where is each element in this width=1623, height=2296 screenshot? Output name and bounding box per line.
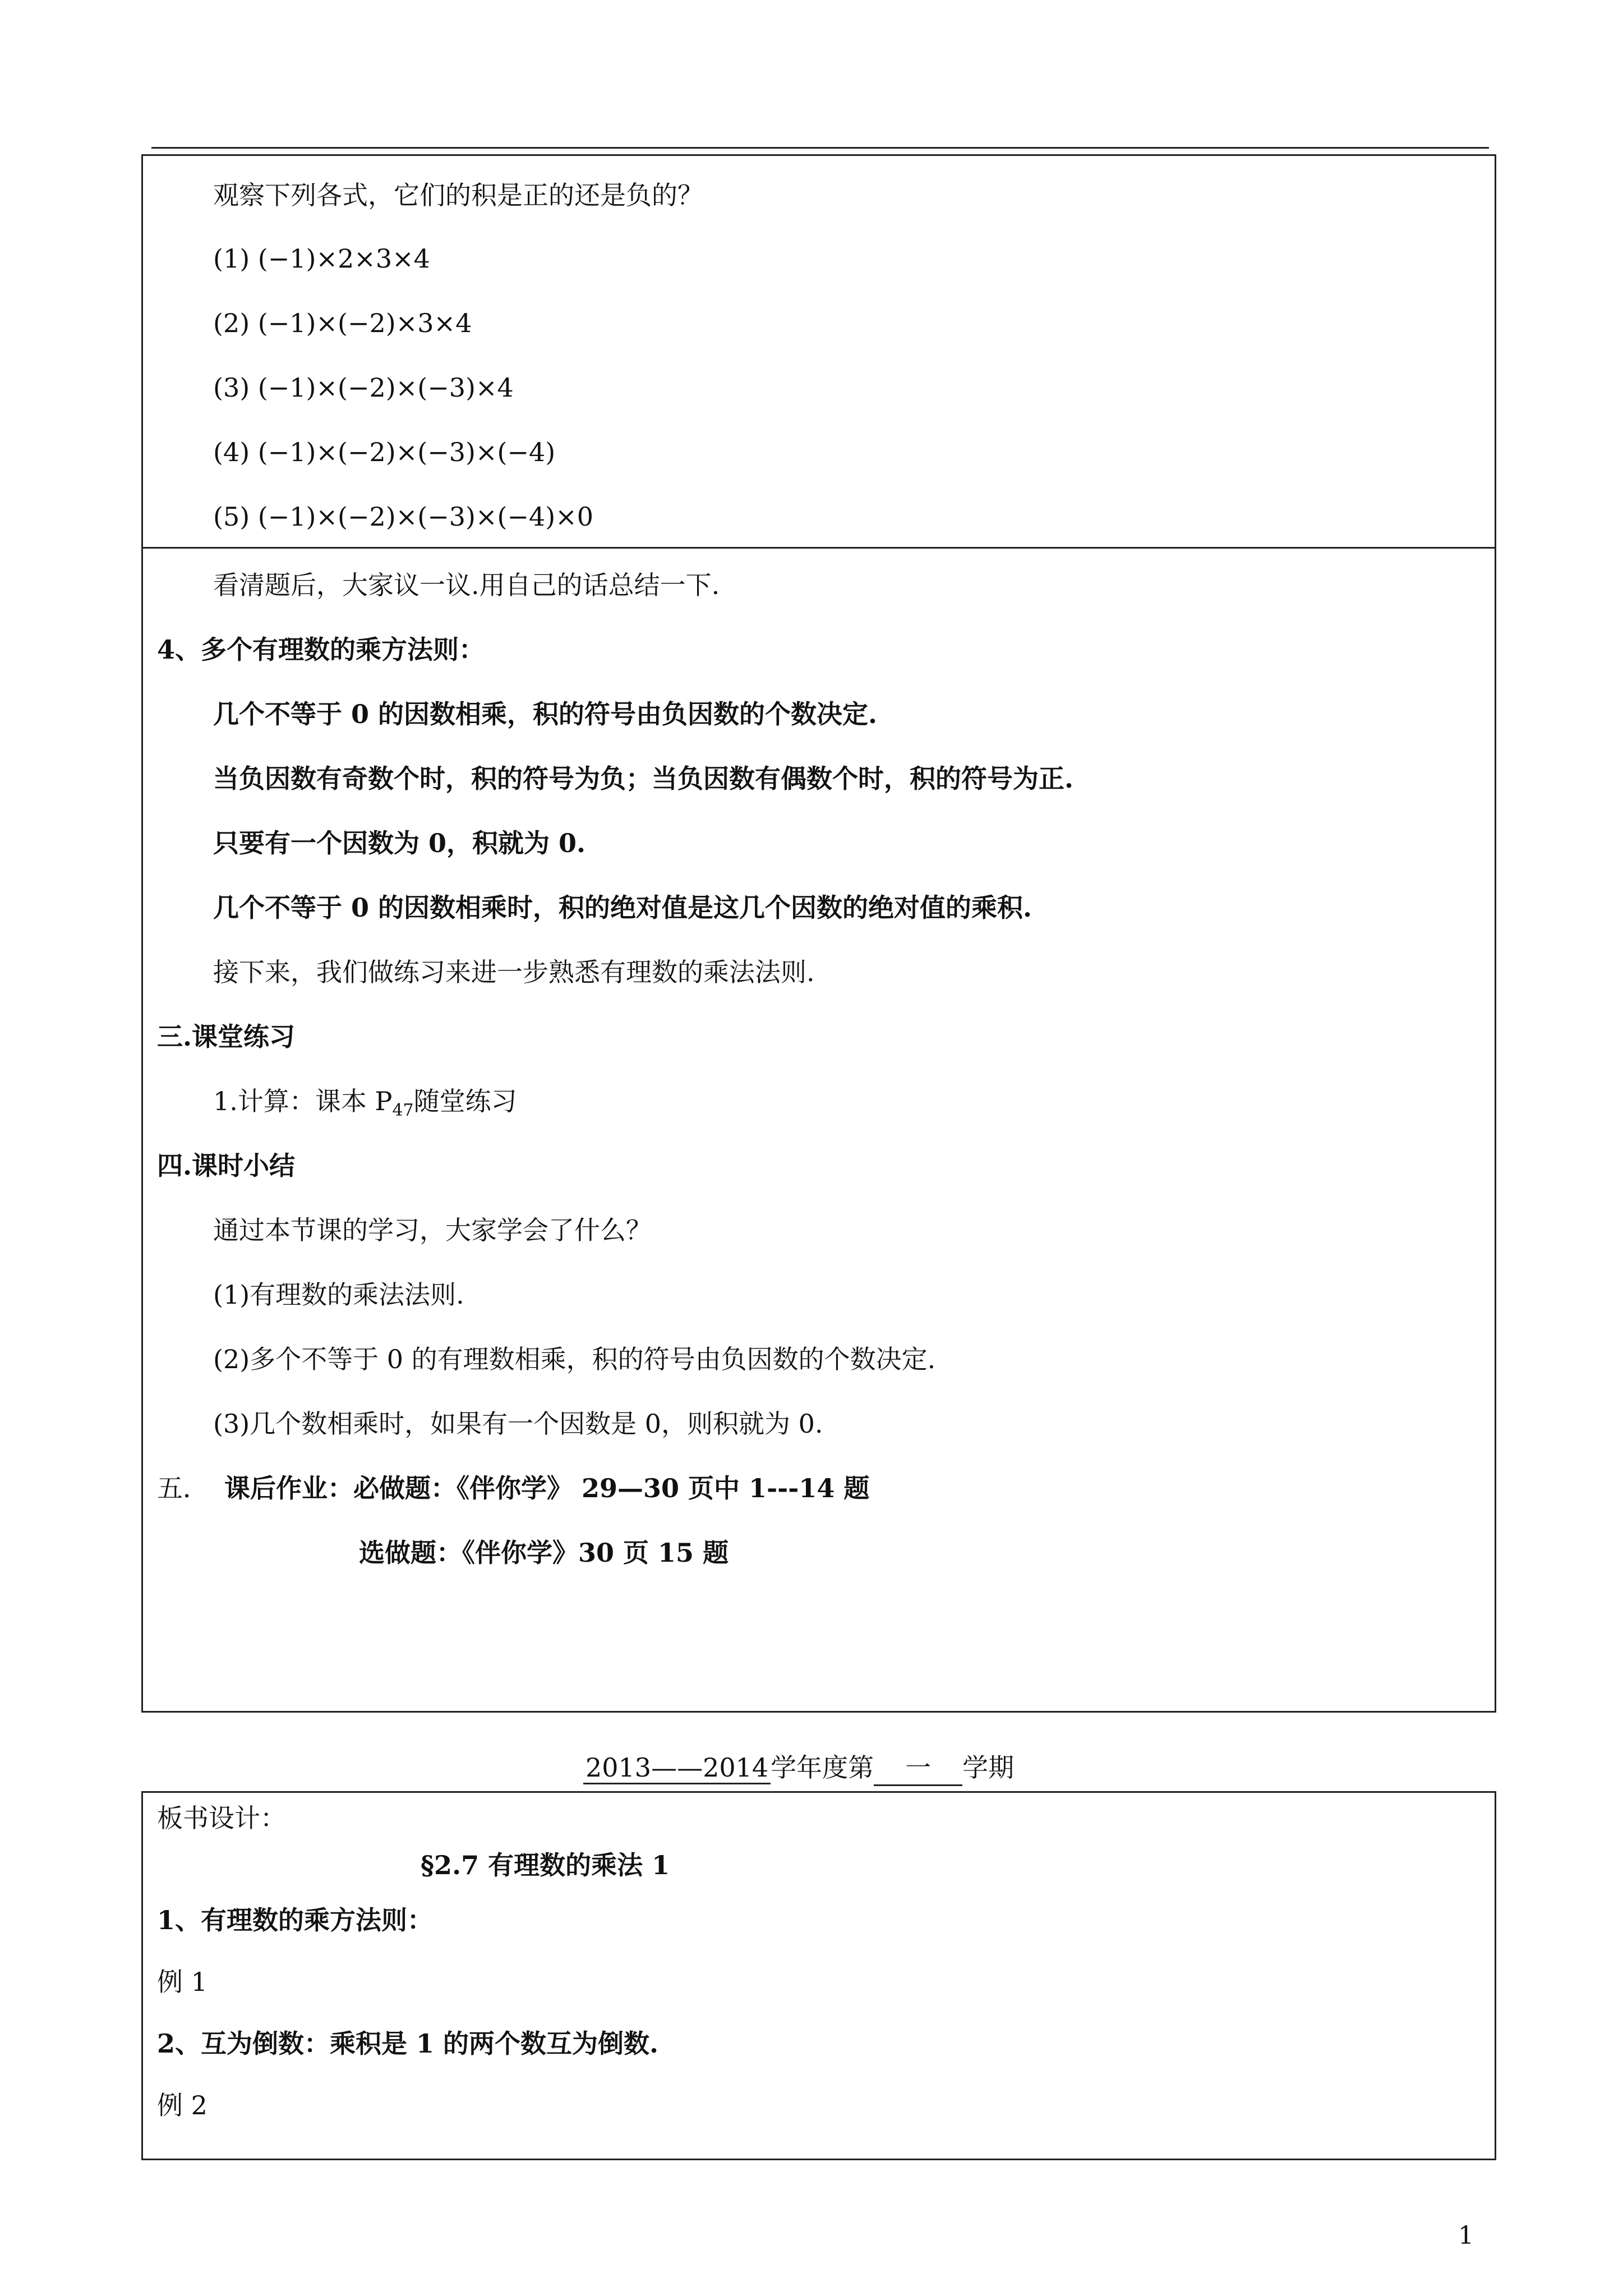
practice-heading: 三.课堂练习 [157, 1022, 296, 1052]
homework-required: 课后作业：必做题：《伴你学》 29—30 页中 1---14 题 [224, 1473, 870, 1503]
homework-optional: 选做题：《伴你学》30 页 15 题 [359, 1538, 729, 1568]
semester-term: 一 [874, 1747, 962, 1786]
practice-item [213, 1088, 517, 1119]
page-number: 1 [1458, 2221, 1474, 2250]
summary-heading: 四.课时小结 [157, 1151, 296, 1181]
practice-item-prefix: 1.计算：课本 P [213, 1086, 393, 1116]
board-item-2: 2、互为倒数：乘积是 1 的两个数互为倒数. [157, 2028, 659, 2059]
observe-intro: 观察下列各式，它们的积是正的还是负的？ [213, 180, 703, 210]
practice-item-suffix: 随堂练习 [413, 1086, 517, 1116]
homework-number: 五． [157, 1473, 209, 1503]
discuss-text: 看清题后，大家议一议.用自己的话总结一下. [213, 570, 720, 600]
rule-heading: 4、多个有理数的乘方法则： [157, 634, 485, 665]
expression-5: (5) (−1)×(−2)×(−3)×(−4)×0 [213, 501, 594, 532]
board-item-1: 1、有理数的乘方法则： [157, 1905, 434, 1935]
header-rule [151, 147, 1489, 149]
rule-1: 几个不等于 0 的因数相乘，积的符号由负因数的个数决定. [213, 699, 878, 729]
rule-4: 几个不等于 0 的因数相乘时，积的绝对值是这几个因数的绝对值的乘积. [213, 892, 1032, 923]
semester-mid: 学年度第 [771, 1752, 874, 1783]
practice-item-page: 47 [392, 1101, 414, 1120]
summary-item-1: (1)有理数的乘法法则. [213, 1280, 464, 1310]
expression-1: (1) (−1)×2×3×4 [213, 243, 430, 274]
board-example-2: 例 2 [157, 2090, 208, 2120]
rule-3: 只要有一个因数为 0，积就为 0. [213, 828, 586, 858]
board-label: 板书设计： [157, 1803, 286, 1833]
board-title: §2.7 有理数的乘法 1 [421, 1850, 670, 1880]
lesson-table-row-divider [141, 547, 1496, 549]
board-example-1: 例 1 [157, 1967, 208, 1997]
semester-years: 2013——2014 [583, 1752, 771, 1784]
rule-2: 当负因数有奇数个时，积的符号为负；当负因数有偶数个时，积的符号为正. [213, 763, 1074, 794]
summary-item-2: (2)多个不等于 0 的有理数相乘，积的符号由负因数的个数决定. [213, 1344, 936, 1374]
next-text: 接下来，我们做练习来进一步熟悉有理数的乘法法则. [213, 957, 815, 987]
summary-item-3: (3)几个数相乘时，如果有一个因数是 0，则积就为 0. [213, 1409, 823, 1439]
expression-2: (2) (−1)×(−2)×3×4 [213, 308, 472, 338]
semester-line [583, 1747, 1014, 1786]
semester-end: 学期 [962, 1752, 1015, 1783]
board-design-table [141, 1791, 1496, 2160]
expression-4: (4) (−1)×(−2)×(−3)×(−4) [213, 437, 556, 467]
expression-3: (3) (−1)×(−2)×(−3)×4 [213, 372, 514, 403]
summary-question: 通过本节课的学习，大家学会了什么？ [213, 1215, 652, 1245]
